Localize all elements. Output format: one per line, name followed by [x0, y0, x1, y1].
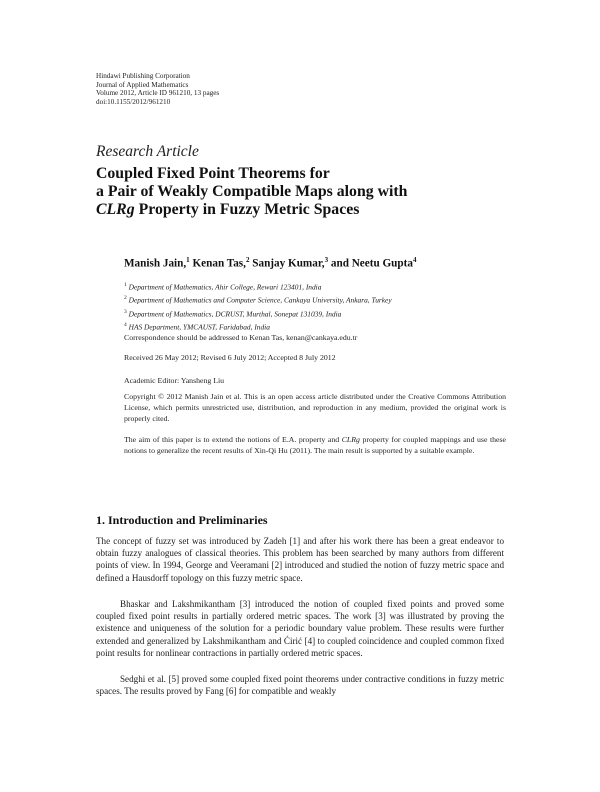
- affiliation-item: $^1$ Department of Mathematics, Ahir College, Rewari 123401, India: [124, 282, 322, 292]
- title-line-2: a Pair of Weakly Compatible Maps along with: [96, 183, 408, 200]
- publication-dates: Received 26 May 2012; Revised 6 July 2012; Accepted 8 July 2012: [124, 353, 336, 362]
- author-affil-marker: 4: [412, 256, 417, 264]
- author-name: Sanjay Kumar,: [252, 257, 325, 270]
- author-affil-marker: 2: [245, 256, 250, 264]
- academic-editor: Academic Editor: Yansheng Liu: [124, 376, 225, 385]
- body-paragraph: Bhaskar and Lakshmikantham [3] introduced the notion of coupled fixed points and proved some coupled fixed point results in partially ordered metric spaces. The work [3] was illustrated by proving the existence and uniqueness of the solution for a periodic boundary value problem. These results were further extended and generalized by Lakshmikantham and Ćirić [4] to coupled coincidence and coupled common fixed point results for nonlinear contractions in partially ordered metric spaces.: [96, 599, 504, 658]
- affiliation-list: [124, 280, 392, 333]
- affiliation-item: $^4$ HAS Department, YMCAUST, Faridabad, India: [124, 321, 270, 332]
- abstract: The aim of this paper is to extend the notions of E.A. property and CLRg property for coupled mappings and use these notions to generalize the recent results of Xin-Qi Hu (2011). The main result is supported by a suitable example.: [124, 435, 506, 455]
- copyright-notice: Copyright © 2012 Manish Jain et al. This is an open access article distributed under the Creative Commons Attribution License, which permits unrestricted use, distribution, and reproduction in any medium, provided the original work is properly cited.: [124, 392, 506, 423]
- journal-name: Journal of Applied Mathematics: [96, 80, 189, 89]
- abstract-clrg: CLRg: [341, 435, 360, 444]
- publisher-line: Hindawi Publishing Corporation: [96, 72, 190, 80]
- title-line-3-rest: Property in Fuzzy Metric Spaces: [134, 201, 360, 218]
- author-affil-marker: 3: [324, 256, 329, 264]
- doi-line: doi:10.1155/2012/961210: [96, 97, 171, 106]
- title-line-3: [96, 201, 407, 219]
- correspondence-note: Correspondence should be addressed to Kenan Tas, kenan@cankaya.edu.tr: [124, 333, 358, 342]
- article-type: Research Article: [96, 143, 199, 160]
- body-paragraph: Sedghi et al. [5] proved some coupled fixed point theorems under contractive conditions in fuzzy metric spaces. The results proved by Fang [6] for compatible and weakly: [96, 674, 504, 697]
- affiliation-item: $^3$ Department of Mathematics, DCRUST, Murthal, Sonepat 131039, India: [124, 308, 342, 318]
- body-paragraph: The concept of fuzzy set was introduced by Zadeh [1] and after his work there has been a great endeavor to obtain fuzzy analogues of classical theories. This problem has been searched by many authors from different points of view. In 1994, George and Veeramani [2] introduced and studied the notion of fuzzy metric space and defined a Hausdorff topology on this fuzzy metric space.: [96, 536, 504, 583]
- volume-line: Volume 2012, Article ID 961210, 13 pages: [96, 89, 220, 98]
- author-affil-marker: 1: [186, 256, 190, 264]
- author-name: Kenan Tas,: [192, 257, 246, 270]
- author-name: and Neetu Gupta: [330, 257, 413, 270]
- journal-header: [96, 72, 219, 106]
- paper-title: [96, 165, 407, 219]
- affiliation-item: $^2$ Department of Mathematics and Computer Science, Cankaya University, Ankara, Turkey: [124, 295, 392, 305]
- title-clrg: CLRg: [96, 201, 135, 218]
- title-line-1: Coupled Fixed Point Theorems for: [96, 165, 330, 182]
- section-heading: 1. Introduction and Preliminaries: [96, 513, 268, 527]
- author-name: Manish Jain,: [124, 257, 187, 270]
- author-list: [124, 256, 416, 270]
